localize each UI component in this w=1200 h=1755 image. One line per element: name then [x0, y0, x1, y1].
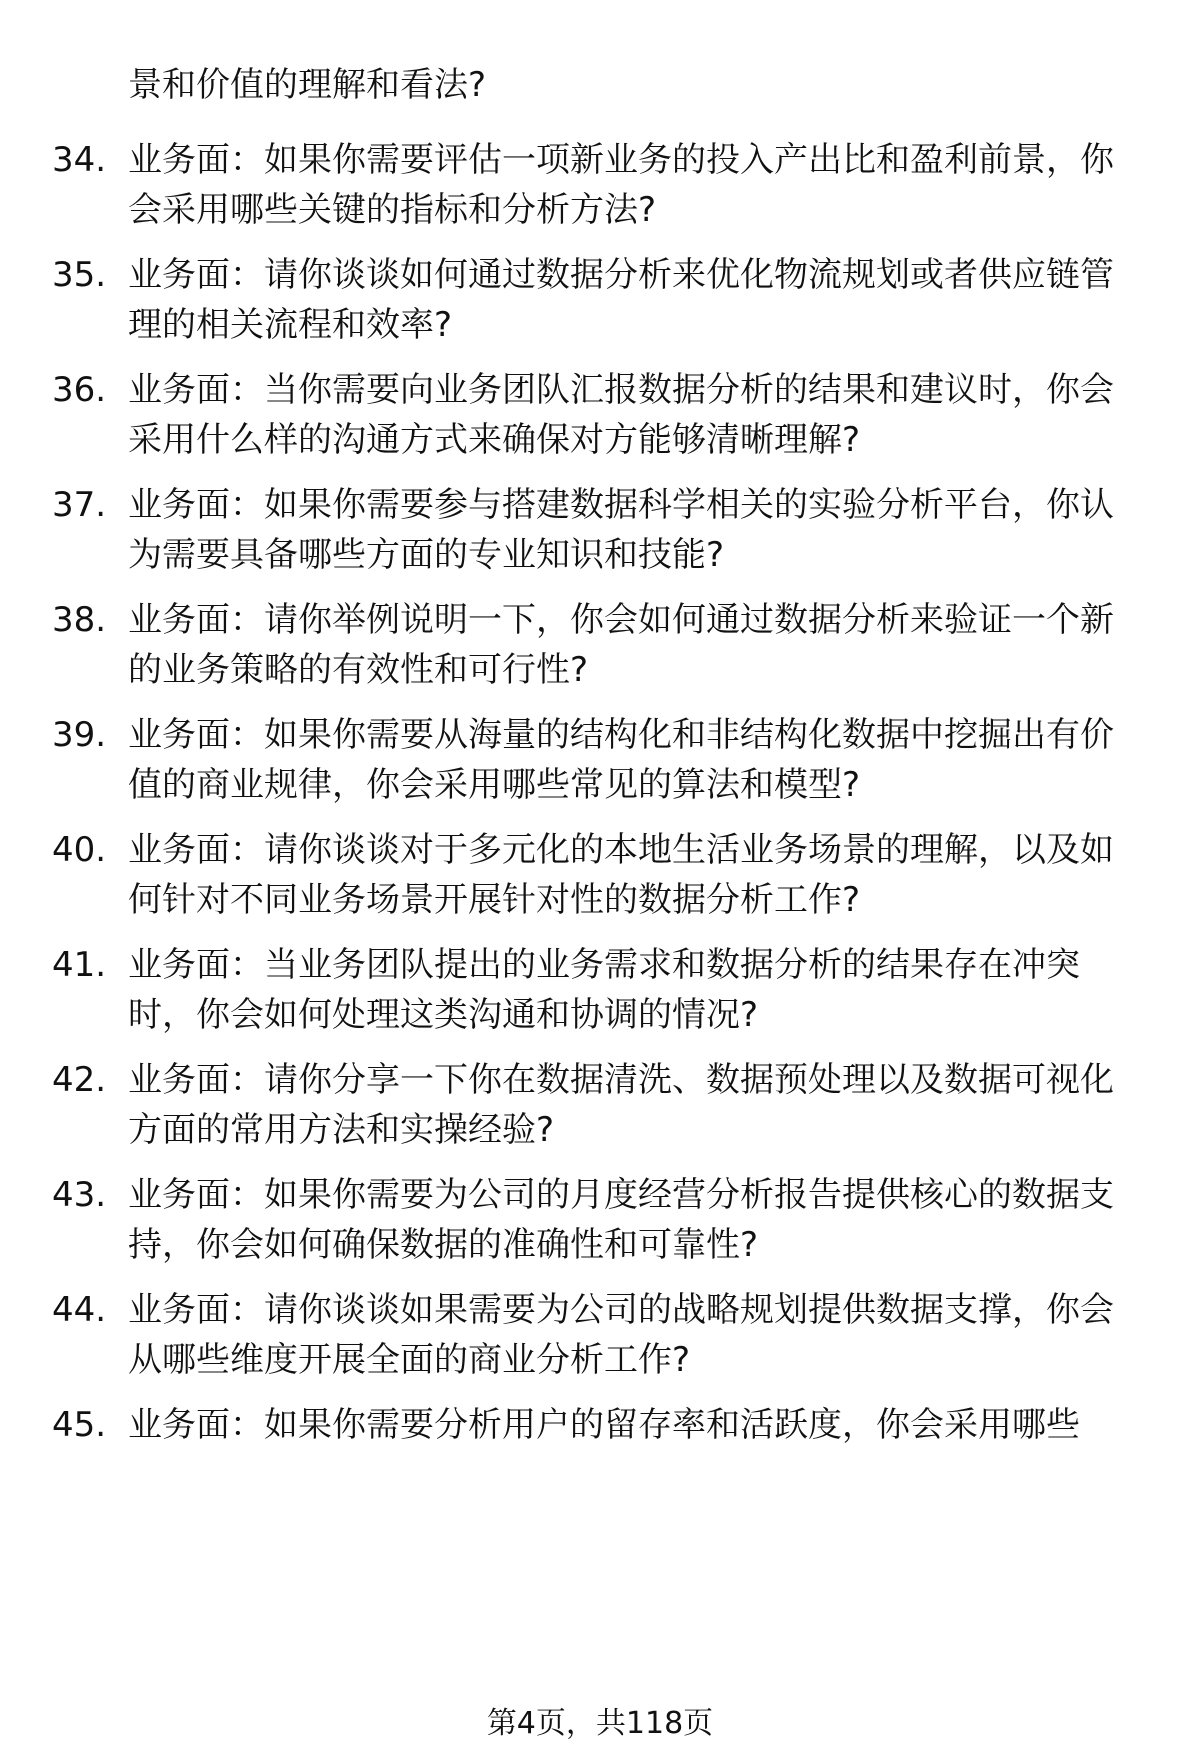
page-footer: 第4页，共118页 — [486, 1706, 714, 1741]
item-number: 40. — [52, 830, 107, 870]
item-number: 35. — [52, 255, 107, 295]
item-text: 业务面：当你需要向业务团队汇报数据分析的结果和建议时，你会采用什么样的沟通方式来确保对方能够清晰理解? — [128, 370, 1114, 460]
list-item — [0, 1055, 1200, 1155]
item-text: 业务面：如果你需要评估一项新业务的投入产出比和盈利前景，你会采用哪些关键的指标和分析方法? — [128, 140, 1114, 230]
item-number: 41. — [52, 945, 107, 985]
item-text: 业务面：如果你需要分析用户的留存率和活跃度，你会采用哪些 — [128, 1405, 1080, 1445]
item-text: 业务面：请你谈谈对于多元化的本地生活业务场景的理解，以及如何针对不同业务场景开展针对性的数据分析工作? — [128, 830, 1114, 920]
item-number: 45. — [52, 1405, 107, 1445]
item-number: 38. — [52, 600, 107, 640]
item-number: 34. — [52, 140, 107, 180]
list-item — [0, 1400, 1200, 1500]
item-text: 业务面：请你谈谈如果需要为公司的战略规划提供数据支撑，你会从哪些维度开展全面的商业分析工作? — [128, 1290, 1114, 1380]
item-text: 业务面：如果你需要参与搭建数据科学相关的实验分析平台，你认为需要具备哪些方面的专业知识和技能? — [128, 485, 1114, 575]
list-item — [0, 365, 1200, 465]
item-text: 业务面：请你谈谈如何通过数据分析来优化物流规划或者供应链管理的相关流程和效率? — [128, 255, 1114, 345]
item-number: 44. — [52, 1290, 107, 1330]
list-item — [0, 1170, 1200, 1270]
list-item — [0, 940, 1200, 1040]
continuation-text: 景和价值的理解和看法? — [128, 65, 487, 105]
item-number: 37. — [52, 485, 107, 525]
item-number: 39. — [52, 715, 107, 755]
list-item — [0, 595, 1200, 695]
item-text: 业务面：当业务团队提出的业务需求和数据分析的结果存在冲突时，你会如何处理这类沟通和协调的情况? — [128, 945, 1080, 1035]
item-text: 业务面：如果你需要为公司的月度经营分析报告提供核心的数据支持，你会如何确保数据的准确性和可靠性? — [128, 1175, 1114, 1265]
list-item — [0, 1285, 1200, 1385]
item-number: 36. — [52, 370, 107, 410]
list-item — [0, 710, 1200, 810]
item-number: 43. — [52, 1175, 107, 1215]
list-item — [0, 135, 1200, 235]
list-item — [0, 480, 1200, 580]
list-item — [0, 825, 1200, 925]
item-number: 42. — [52, 1060, 107, 1100]
item-text: 业务面：如果你需要从海量的结构化和非结构化数据中挖掘出有价值的商业规律，你会采用哪些常见的算法和模型? — [128, 715, 1114, 805]
item-text: 业务面：请你举例说明一下，你会如何通过数据分析来验证一个新的业务策略的有效性和可行性? — [128, 600, 1114, 690]
list-item — [0, 250, 1200, 350]
item-text: 业务面：请你分享一下你在数据清洗、数据预处理以及数据可视化方面的常用方法和实操经验? — [128, 1060, 1114, 1150]
